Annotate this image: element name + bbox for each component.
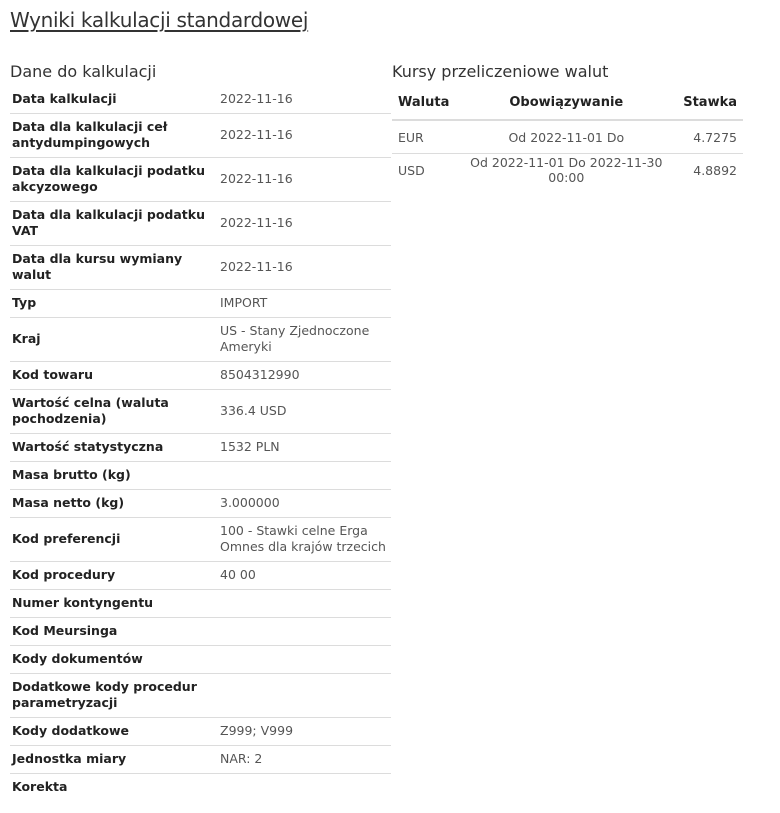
calc-data-table	[10, 85, 391, 801]
rates-header-row	[392, 85, 743, 120]
calc-row	[10, 245, 391, 289]
calc-row	[10, 745, 391, 773]
rate-row	[392, 120, 743, 154]
rate-validity: Od 2022-11-01 Do 2022-11-30 00:00	[470, 155, 663, 185]
calc-row-label: Masa brutto (kg)	[10, 461, 216, 489]
calc-row-label: Kod procedury	[10, 561, 216, 589]
calc-row	[10, 673, 391, 717]
calc-row	[10, 85, 391, 113]
calc-row	[10, 489, 391, 517]
calc-row-value: US - Stany Zjednoczone Ameryki	[216, 317, 391, 361]
calc-row-value: 100 - Stawki celne Erga Omnes dla krajów trzecich	[216, 517, 391, 561]
calc-row-label: Kody dokumentów	[10, 645, 216, 673]
calc-row	[10, 617, 391, 645]
calc-row-label: Data dla kalkulacji ceł antydumpingowych	[10, 113, 216, 157]
calc-row-value: 2022-11-16	[216, 85, 391, 113]
calc-row	[10, 113, 391, 157]
calc-row-label: Korekta	[12, 779, 68, 795]
calc-row-label: Data dla kalkulacji podatku akcyzowego	[10, 157, 216, 201]
calc-row	[10, 289, 391, 317]
calc-row-label: Wartość celna (waluta pochodzenia)	[10, 389, 216, 433]
calc-row-label: Wartość statystyczna	[10, 433, 216, 461]
calc-row-value: 40 00	[216, 561, 391, 589]
calc-row-value	[216, 645, 391, 673]
calc-row-value: 2022-11-16	[216, 113, 391, 157]
calc-row-value: 2022-11-16	[216, 245, 391, 289]
rate-value: 4.8892	[693, 162, 737, 178]
calc-row-value: IMPORT	[216, 289, 391, 317]
calc-data-title: Dane do kalkulacji	[10, 62, 157, 81]
rate-header: Stawka	[677, 85, 743, 120]
calc-row	[10, 589, 391, 617]
calc-row-label: Data dla kursu wymiany walut	[10, 245, 216, 289]
exchange-rates-table	[392, 85, 743, 186]
calc-row-value: 2022-11-16	[216, 157, 391, 201]
calc-row-label: Numer kontyngentu	[10, 589, 216, 617]
calc-row	[10, 517, 391, 561]
calc-row-label: Kod Meursinga	[10, 617, 216, 645]
page-title: Wyniki kalkulacji standardowej	[10, 8, 309, 32]
calc-row	[10, 561, 391, 589]
validity-header: Obowiązywanie	[455, 85, 677, 120]
calc-row-label: Masa netto (kg)	[10, 489, 216, 517]
calc-row	[10, 645, 391, 673]
rate-currency: USD	[398, 162, 425, 178]
calc-row-value	[216, 589, 391, 617]
calc-row	[10, 461, 391, 489]
rate-currency: EUR	[392, 120, 455, 154]
calc-row-value	[216, 773, 391, 801]
calc-row-label: Data kalkulacji	[10, 85, 216, 113]
calc-row-value: 336.4 USD	[216, 389, 391, 433]
calc-row-label: Data dla kalkulacji podatku VAT	[10, 201, 216, 245]
calc-row-label: Kraj	[10, 317, 216, 361]
exchange-rates-section	[392, 59, 743, 186]
calc-row-label: Typ	[10, 289, 216, 317]
calc-row-value: 3.000000	[216, 489, 391, 517]
rate-row	[392, 154, 743, 187]
calc-row	[10, 361, 391, 389]
calc-row-label: Jednostka miary	[10, 745, 216, 773]
calc-row-value: NAR: 2	[216, 745, 391, 773]
rate-value: 4.7275	[677, 120, 743, 154]
calc-row-value	[216, 461, 391, 489]
calc-row	[10, 157, 391, 201]
currency-header: Waluta	[392, 85, 455, 120]
calc-row-label: Dodatkowe kody procedur parametryzacji	[10, 673, 216, 717]
calc-row-label: Kod towaru	[10, 361, 216, 389]
calc-data-section	[10, 59, 391, 801]
exchange-rates-title: Kursy przeliczeniowe walut	[392, 62, 609, 81]
calc-row	[10, 717, 391, 745]
calc-row-value	[216, 673, 391, 717]
calc-row-value: 1532 PLN	[216, 433, 391, 461]
calc-row-label: Kody dodatkowe	[10, 717, 216, 745]
calc-row-label: Kod preferencji	[10, 517, 216, 561]
calc-row	[10, 773, 391, 801]
calc-row	[10, 389, 391, 433]
calc-row	[10, 201, 391, 245]
calc-row	[10, 317, 391, 361]
calc-row-value: 8504312990	[216, 361, 391, 389]
calc-row-value	[216, 617, 391, 645]
rate-validity: Od 2022-11-01 Do	[455, 120, 677, 154]
calc-row	[10, 433, 391, 461]
calc-row-value: Z999; V999	[216, 717, 391, 745]
calc-row-value: 2022-11-16	[216, 201, 391, 245]
